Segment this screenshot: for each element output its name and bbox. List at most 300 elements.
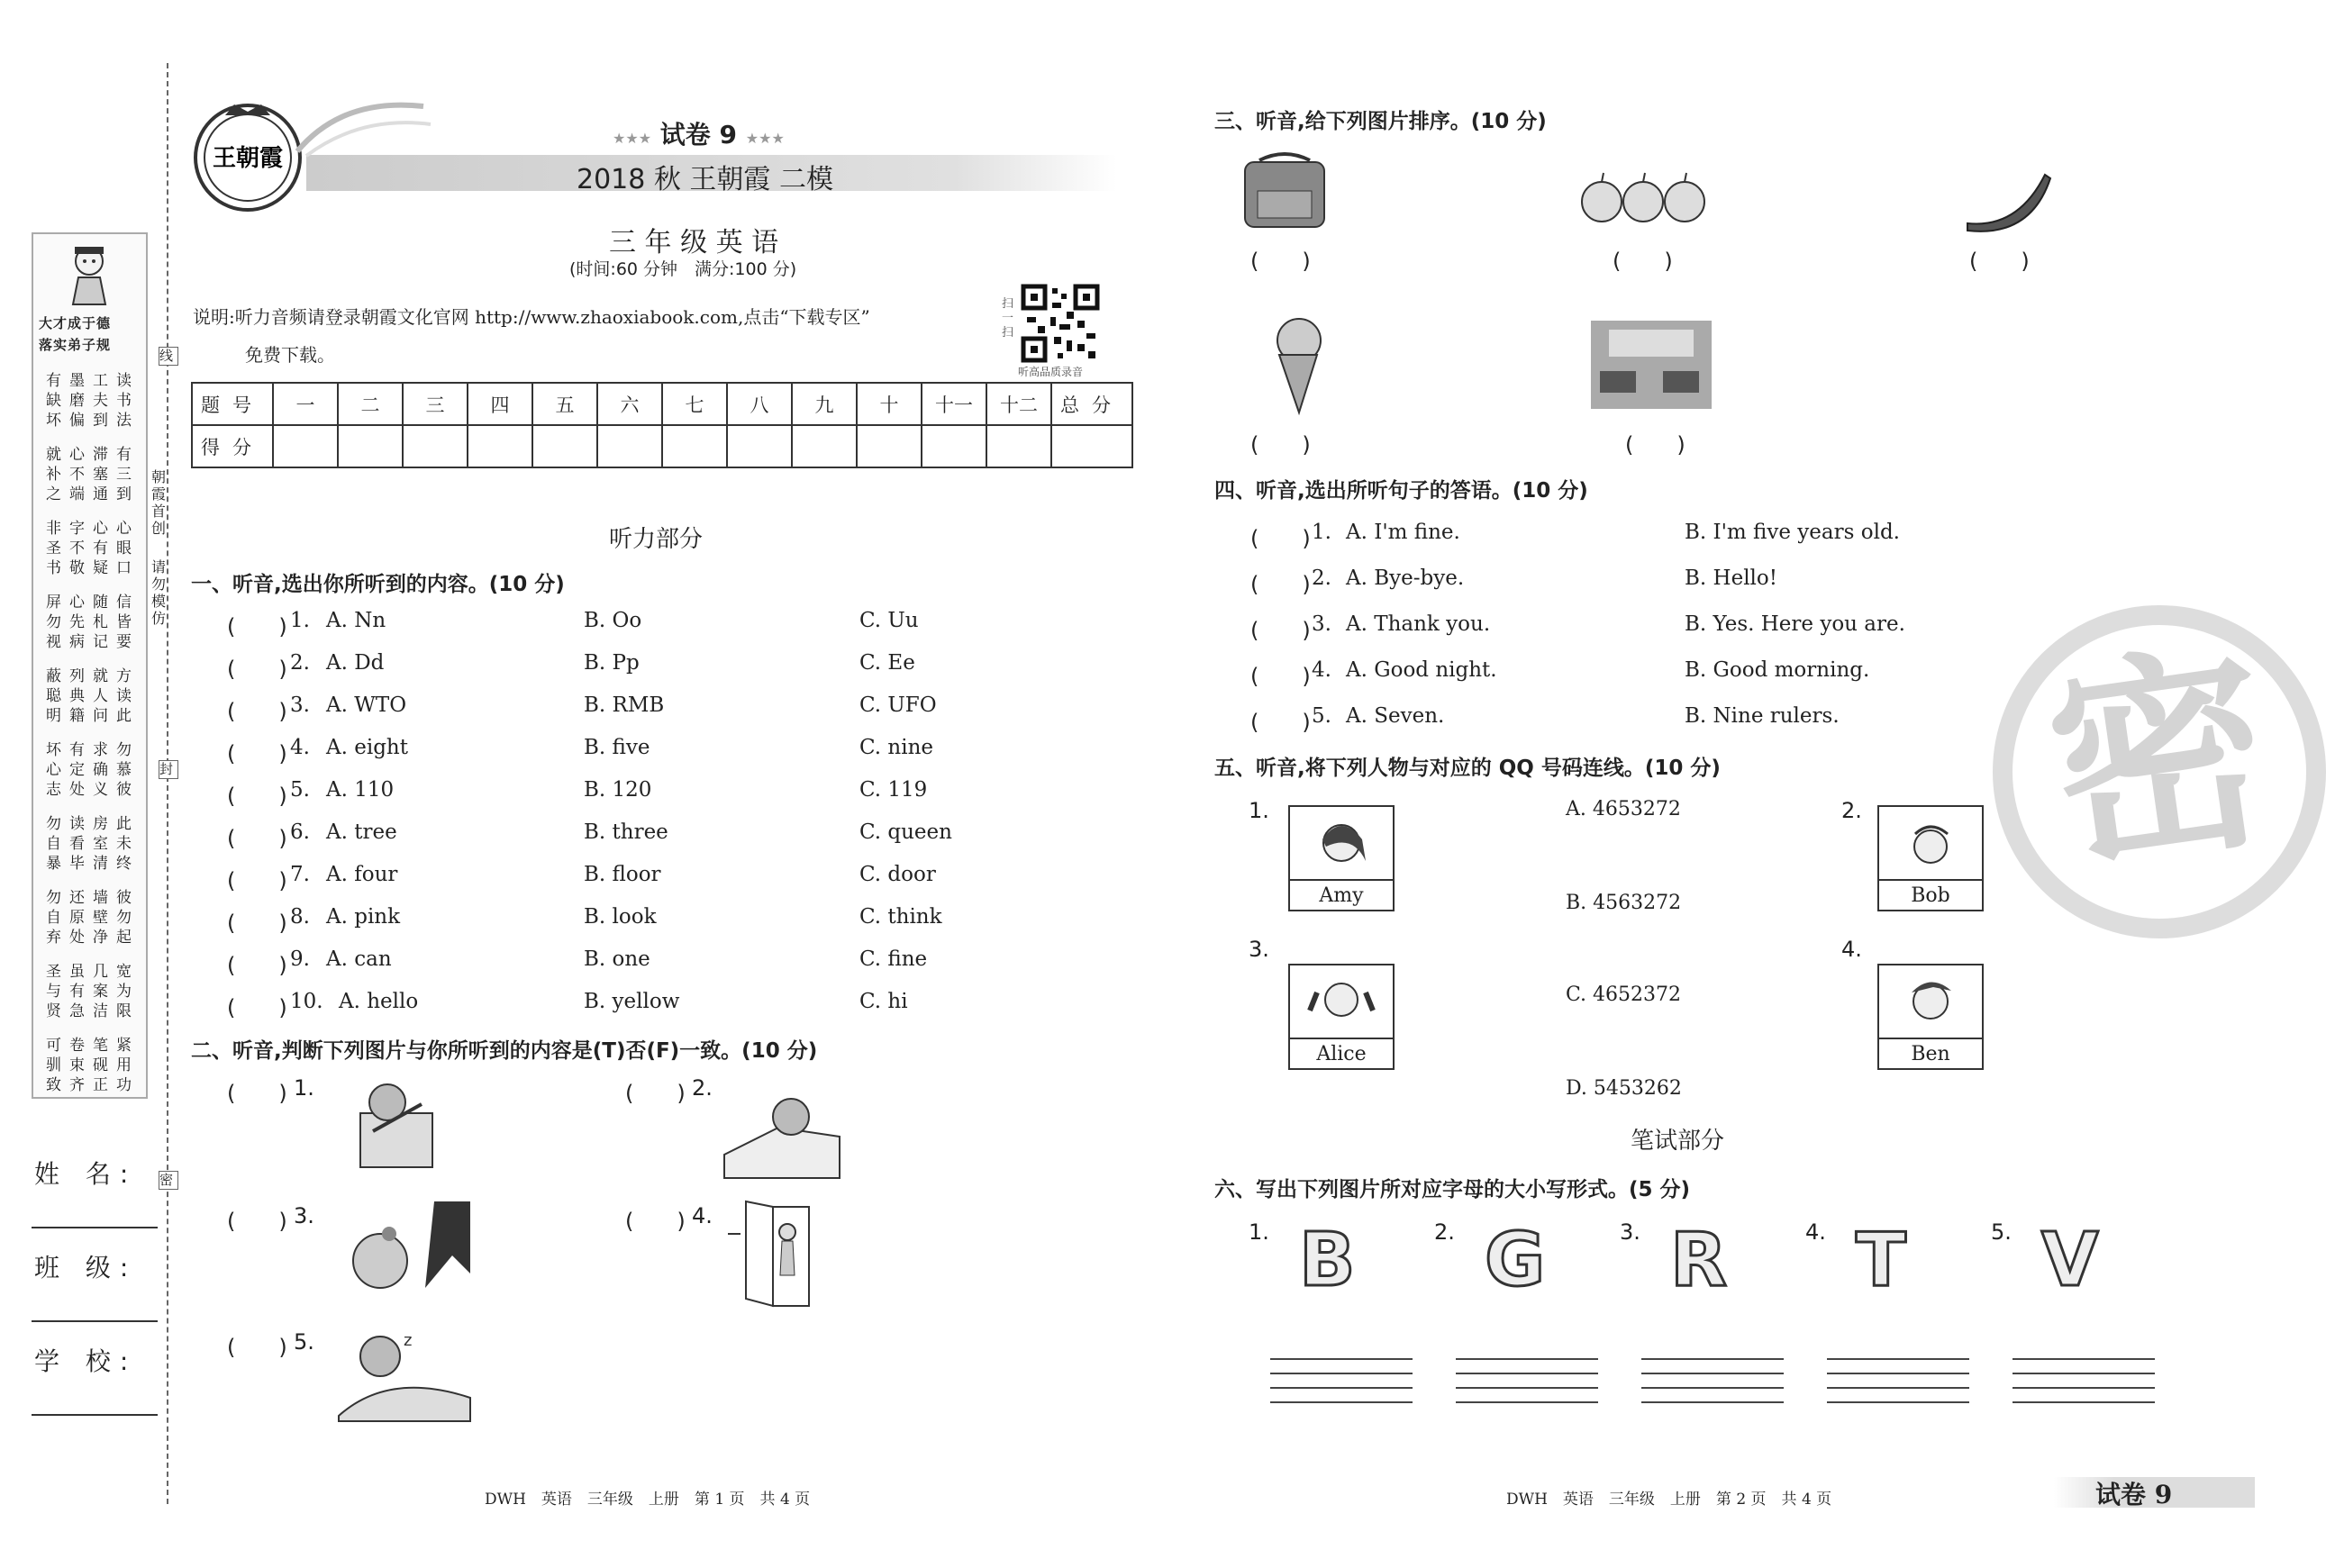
letter-picture-g: G (1485, 1218, 1546, 1303)
proverb-char: 勿 (46, 613, 61, 631)
letter-picture-t: T (1856, 1218, 1906, 1303)
proverb-char: 读 (116, 687, 132, 705)
tiger-writing-picture (342, 1077, 450, 1178)
writing-line (1827, 1346, 1969, 1360)
proverb-char: 圣 (46, 539, 61, 557)
confidential-watermark (1993, 605, 2326, 938)
proverb-char: 洁 (93, 1002, 108, 1020)
s3-paren-classroom[interactable]: ( ) (1625, 432, 1685, 458)
s3-paren-apples[interactable]: ( ) (1613, 249, 1673, 274)
s1-paren[interactable]: ( ) (227, 995, 287, 1020)
s4-option-b[interactable]: B. Nine rulers. (1685, 704, 1840, 728)
score-cell[interactable] (922, 425, 986, 467)
proverb-char: 弃 (46, 929, 61, 947)
banana-picture (1964, 166, 2054, 234)
writing-line (1456, 1374, 1598, 1389)
proverb-char: 此 (116, 707, 132, 725)
proverb-char: 书 (46, 559, 61, 577)
s4-num: 1. (1312, 521, 1331, 544)
s1-option-c[interactable]: C. think (859, 905, 942, 929)
writing-line (2013, 1360, 2155, 1374)
writing-line (1456, 1360, 1598, 1374)
qq-number-d[interactable]: D. 5453262 (1566, 1077, 1682, 1100)
proverb-char: 终 (116, 855, 132, 873)
s2-num-2: 2. (692, 1075, 713, 1101)
s1-option-a[interactable]: A. eight (326, 736, 408, 759)
s6-num: 1. (1249, 1219, 1269, 1245)
score-cell[interactable] (727, 425, 792, 467)
score-col: 六 (597, 383, 662, 425)
s1-option-a[interactable]: A. 110 (326, 778, 395, 802)
s4-option-b[interactable]: B. I'm five years old. (1685, 521, 1900, 544)
proverb-char: 方 (116, 667, 132, 685)
s1-option-a: 9. (290, 947, 310, 971)
score-cell[interactable] (468, 425, 532, 467)
proverb-char: 补 (46, 466, 61, 484)
proverb-char: 心 (46, 761, 61, 779)
proverb-char: 不 (69, 466, 85, 484)
s5-num-2: 2. (1841, 798, 1862, 823)
name-label: 姓 名: (34, 1159, 138, 1189)
writing-line (1270, 1346, 1413, 1360)
proverb-char: 还 (69, 889, 85, 907)
writing-line (2013, 1374, 2155, 1389)
proverb-char: 滞 (93, 446, 108, 464)
alice-name: Alice (1290, 1038, 1393, 1070)
proverb-char: 砚 (93, 1056, 108, 1074)
score-cell[interactable] (662, 425, 727, 467)
s4-option-a[interactable]: A. Bye-bye. (1346, 566, 1465, 590)
proverb-char: 义 (93, 781, 108, 799)
qq-number-c[interactable]: C. 4652372 (1566, 983, 1682, 1006)
score-table (191, 382, 1133, 468)
vertical-note-2: 请勿模仿 (151, 558, 167, 627)
s4-paren[interactable]: ( ) (1250, 710, 1311, 735)
handwriting-lines[interactable] (1270, 1346, 1413, 1403)
writing-line (1641, 1374, 1784, 1389)
exam-title: 2018 秋 王朝霞 二模 (577, 164, 833, 195)
qq-number-a[interactable]: A. 4653272 (1566, 798, 1681, 820)
proverb-char: 致 (46, 1076, 61, 1094)
s4-paren[interactable]: ( ) (1250, 618, 1311, 643)
handwriting-lines[interactable] (1641, 1346, 1784, 1403)
proverb-char: 看 (69, 835, 85, 853)
school-field[interactable] (32, 1414, 158, 1416)
ice-cream-picture (1268, 315, 1331, 414)
class-label: 班 级: (34, 1253, 138, 1282)
score-col: 五 (532, 383, 597, 425)
score-value-row (192, 425, 1132, 467)
s1-option-b[interactable]: B. RMB (584, 693, 665, 717)
section6-title: 六、写出下列图片所对应字母的大小写形式。(5 分) (1214, 1178, 1691, 1201)
s1-paren[interactable]: ( ) (227, 741, 287, 766)
handwriting-lines[interactable] (1456, 1346, 1598, 1403)
vertical-note-1: 朝霞首创 (151, 468, 167, 537)
writing-line (1827, 1374, 1969, 1389)
proverb-char: 自 (46, 835, 61, 853)
time-info: (时间:60 分钟 满分:100 分) (569, 259, 797, 279)
s1-option-b[interactable]: B. five (584, 736, 650, 759)
boy-door-picture (728, 1198, 832, 1311)
s4-option-b[interactable]: B. Good morning. (1685, 658, 1870, 682)
s1-option-c[interactable]: C. hi (859, 990, 908, 1013)
proverb-char: 慕 (116, 761, 132, 779)
proverb-char: 处 (69, 929, 85, 947)
handwriting-lines[interactable] (1827, 1346, 1969, 1403)
letter-picture-b: B (1299, 1218, 1356, 1303)
amy-card[interactable] (1288, 805, 1395, 911)
stars-right: ★★★ (745, 130, 785, 147)
proverb-char: 志 (46, 781, 61, 799)
writing-line (1270, 1360, 1413, 1374)
tiger-fruit-picture (335, 1201, 479, 1301)
proverb-char: 净 (93, 929, 108, 947)
s1-option-a: 5. (290, 778, 310, 802)
s4-num: 4. (1312, 658, 1331, 682)
proverb-char: 屏 (46, 594, 61, 612)
proverb-char: 正 (93, 1076, 108, 1094)
s1-option-b[interactable]: B. one (584, 947, 650, 971)
stars-left: ★★★ (613, 130, 652, 147)
s4-option-b[interactable]: B. Yes. Here you are. (1685, 612, 1905, 636)
schoolbag-picture (1236, 151, 1333, 231)
svg-text:z: z (404, 1331, 413, 1350)
proverb-char: 确 (93, 761, 108, 779)
s1-option-a: 7. (290, 863, 310, 886)
s1-option-c[interactable]: C. door (859, 863, 936, 886)
proverb-char: 墙 (93, 889, 108, 907)
s1-option-b[interactable]: B. yellow (584, 990, 680, 1013)
s1-option-b[interactable]: B. floor (584, 863, 661, 886)
proverb-char: 记 (93, 633, 108, 651)
proverb-char: 有 (69, 741, 85, 759)
proverb-char: 人 (93, 687, 108, 705)
proverb-char: 定 (69, 761, 85, 779)
alice-face-icon (1290, 965, 1393, 1034)
writing-line (1270, 1389, 1413, 1403)
bob-name: Bob (1879, 879, 1982, 911)
s1-option-a[interactable]: A. four (326, 863, 398, 886)
proverb-char: 功 (116, 1076, 132, 1094)
subject-title: 三 年 级 英 语 (609, 227, 779, 258)
cut-mark-feng: 封 (159, 760, 178, 779)
writing-line (1270, 1374, 1413, 1389)
proverb-char: 磨 (69, 392, 85, 410)
s2-num-5: 5. (294, 1329, 314, 1355)
s4-num: 3. (1312, 612, 1331, 636)
s1-option-a: 3. (290, 693, 310, 717)
name-field[interactable] (32, 1227, 158, 1228)
proverb-char: 贤 (46, 1002, 61, 1020)
watermark-text: 密 (2034, 620, 2285, 901)
proverb-char: 先 (69, 613, 85, 631)
alice-card[interactable] (1288, 964, 1395, 1070)
proverb-char: 问 (93, 707, 108, 725)
score-col: 七 (662, 383, 727, 425)
section1-title: 一、听音,选出你所听到的内容。(10 分) (191, 573, 565, 596)
s1-paren[interactable]: ( ) (227, 784, 287, 809)
score-cell[interactable] (532, 425, 597, 467)
proverb-char: 夫 (93, 392, 108, 410)
s1-paren[interactable]: ( ) (227, 699, 287, 724)
writing-title: 笔试部分 (1631, 1128, 1725, 1155)
score-col: 一 (273, 383, 338, 425)
proverb-char: 蔽 (46, 667, 61, 685)
s4-option-b[interactable]: B. Hello! (1685, 566, 1777, 590)
proverb-char: 驯 (46, 1056, 61, 1074)
motto-2: 落实弟子规 (39, 337, 112, 353)
s1-option-c[interactable]: C. Uu (859, 609, 919, 632)
proverb-char: 有 (46, 372, 61, 390)
score-cell[interactable] (986, 425, 1051, 467)
proverb-char: 读 (69, 815, 85, 833)
proverb-char: 眼 (116, 539, 132, 557)
proverb-char: 为 (116, 983, 132, 1001)
brand-logo-text: 王朝霞 (212, 145, 284, 172)
proverb-char: 可 (46, 1037, 61, 1055)
score-col: 十二 (986, 383, 1051, 425)
writing-line (2013, 1389, 2155, 1403)
tiger-sleeping-picture (335, 1326, 479, 1425)
proverb-char: 工 (93, 372, 108, 390)
proverb-char: 勿 (46, 889, 61, 907)
handwriting-lines[interactable] (2013, 1346, 2155, 1403)
proverb-char: 有 (93, 539, 108, 557)
proverb-char: 信 (116, 594, 132, 612)
score-col: 八 (727, 383, 792, 425)
proverb-sidebar (32, 232, 148, 1099)
proverb-char: 与 (46, 983, 61, 1001)
score-cell[interactable] (597, 425, 662, 467)
motto-1: 大才成于德 (39, 315, 112, 331)
amy-name: Amy (1290, 879, 1393, 911)
proverb-char: 此 (116, 815, 132, 833)
score-col: 十 (857, 383, 922, 425)
proverb-char: 暴 (46, 855, 61, 873)
s1-option-a[interactable]: A. hello (339, 990, 419, 1013)
proverb-char: 病 (69, 633, 85, 651)
section5-title: 五、听音,将下列人物与对应的 QQ 号码连线。(10 分) (1214, 757, 1721, 780)
bob-face-icon (1879, 807, 1982, 875)
proverb-char: 缺 (46, 392, 61, 410)
qq-number-b[interactable]: B. 4563272 (1566, 892, 1682, 914)
footer-right: DWH 英语 三年级 上册 第 2 页 共 4 页 (1506, 1491, 1832, 1509)
s4-paren[interactable]: ( ) (1250, 572, 1311, 597)
proverb-char: 要 (116, 633, 132, 651)
proverb-char: 心 (69, 594, 85, 612)
proverb-char: 齐 (69, 1076, 85, 1094)
proverb-char: 视 (46, 633, 61, 651)
proverb-char: 紧 (116, 1037, 132, 1055)
s1-option-a[interactable]: A. tree (326, 820, 397, 844)
proverb-char: 聪 (46, 687, 61, 705)
writing-line (2013, 1346, 2155, 1360)
proverb-char: 心 (93, 520, 108, 538)
proverb-char: 限 (116, 1002, 132, 1020)
proverb-char: 到 (93, 412, 108, 430)
writing-line (1456, 1389, 1598, 1403)
s1-option-b[interactable]: B. three (584, 820, 668, 844)
s1-paren[interactable]: ( ) (227, 614, 287, 639)
proverb-char: 三 (116, 466, 132, 484)
proverb-char: 急 (69, 1002, 85, 1020)
score-col: 十一 (922, 383, 986, 425)
section4-title: 四、听音,选出所听句子的答语。(10 分) (1214, 479, 1588, 503)
s2-paren-4[interactable]: ( ) (625, 1209, 686, 1234)
s3-paren-icecream[interactable]: ( ) (1250, 432, 1311, 458)
proverb-char: 房 (93, 815, 108, 833)
score-header-row (192, 383, 1132, 425)
s1-option-a[interactable]: A. pink (326, 905, 401, 929)
letter-picture-v: V (2041, 1218, 2099, 1303)
s1-option-b[interactable]: B. Pp (584, 651, 640, 675)
proverb-char: 求 (93, 741, 108, 759)
proverb-char: 宽 (116, 963, 132, 981)
s2-paren-5[interactable]: ( ) (227, 1335, 287, 1360)
ben-card[interactable] (1877, 964, 1984, 1070)
classroom-picture (1591, 321, 1712, 409)
score-col: 二 (338, 383, 403, 425)
s4-option-a[interactable]: A. I'm fine. (1346, 521, 1460, 544)
proverb-char: 壁 (93, 909, 108, 927)
ben-face-icon (1879, 965, 1982, 1034)
proverb-char: 明 (46, 707, 61, 725)
s1-option-a: 2. (290, 651, 310, 675)
proverb-verses (33, 367, 146, 1094)
s1-option-c[interactable]: C. fine (859, 947, 928, 971)
proverb-char: 圣 (46, 963, 61, 981)
s2-paren-1[interactable]: ( ) (227, 1081, 287, 1106)
s1-option-a[interactable]: A. WTO (326, 693, 407, 717)
s4-paren[interactable]: ( ) (1250, 664, 1311, 689)
writing-line (1641, 1389, 1784, 1403)
s1-option-a: 4. (290, 736, 310, 759)
proverb-char: 起 (116, 929, 132, 947)
apples-picture (1576, 171, 1712, 225)
student-cartoon (62, 241, 116, 306)
proverb-char: 彼 (116, 889, 132, 907)
listening-title: 听力部分 (609, 526, 704, 553)
proverb-char: 卷 (69, 1037, 85, 1055)
score-row1-label: 题号 (192, 383, 273, 425)
section3-title: 三、听音,给下列图片排序。(10 分) (1214, 110, 1547, 133)
proverb-char: 就 (46, 446, 61, 464)
s1-option-a: 8. (290, 905, 310, 929)
s1-paren[interactable]: ( ) (227, 657, 287, 682)
qr-side-text: 扫一扫 (1002, 297, 1014, 340)
writing-line (1456, 1346, 1598, 1360)
s1-option-a[interactable]: A. Dd (326, 651, 385, 675)
s1-option-c[interactable]: C. 119 (859, 778, 928, 802)
s1-option-a[interactable]: A. Nn (326, 609, 386, 632)
proverb-char: 自 (46, 909, 61, 927)
proverb-char: 典 (69, 687, 85, 705)
proverb-char: 彼 (116, 781, 132, 799)
qr-code[interactable] (1022, 285, 1099, 362)
writing-line (1827, 1389, 1969, 1403)
s1-option-c[interactable]: C. queen (859, 820, 952, 844)
s1-option-a[interactable]: A. can (326, 947, 392, 971)
proverb-char: 字 (69, 520, 85, 538)
score-cell[interactable] (403, 425, 468, 467)
score-col: 九 (792, 383, 857, 425)
s4-option-a[interactable]: A. Good night. (1346, 658, 1497, 682)
score-total-label: 总分 (1051, 383, 1132, 425)
s2-paren-2[interactable]: ( ) (625, 1081, 686, 1106)
s2-num-3: 3. (294, 1203, 314, 1228)
proverb-char: 案 (93, 983, 108, 1001)
s1-option-b[interactable]: B. 120 (584, 778, 652, 802)
s3-paren-banana[interactable]: ( ) (1969, 249, 2030, 274)
proverb-char: 塞 (93, 466, 108, 484)
footer-tag: 试卷 9 (2095, 1480, 2173, 1509)
proverb-char: 列 (69, 667, 85, 685)
writing-line (1641, 1346, 1784, 1360)
proverb-char: 毕 (69, 855, 85, 873)
s1-option-c[interactable]: C. Ee (859, 651, 915, 675)
s4-option-a[interactable]: A. Seven. (1346, 704, 1445, 728)
s1-option-b[interactable]: B. look (584, 905, 657, 929)
ribbon-decoration (297, 97, 432, 160)
proverb-char: 未 (116, 835, 132, 853)
s3-paren-bag[interactable]: ( ) (1250, 249, 1311, 274)
s4-num: 5. (1312, 704, 1331, 728)
proverb-char: 墨 (69, 372, 85, 390)
s4-option-a[interactable]: A. Thank you. (1346, 612, 1491, 636)
school-label: 学 校: (34, 1346, 138, 1376)
proverb-char: 非 (46, 520, 61, 538)
s1-paren[interactable]: ( ) (227, 911, 287, 936)
proverb-char: 口 (116, 559, 132, 577)
s1-option-c[interactable]: C. nine (859, 736, 933, 759)
bob-card[interactable] (1877, 805, 1984, 911)
ben-name: Ben (1879, 1038, 1982, 1070)
s1-option-b[interactable]: B. Oo (584, 609, 642, 632)
writing-line (1641, 1360, 1784, 1374)
amy-face-icon (1290, 807, 1393, 875)
proverb-char: 皆 (116, 613, 132, 631)
s2-num-1: 1. (294, 1075, 314, 1101)
s2-paren-3[interactable]: ( ) (227, 1209, 287, 1234)
proverb-char: 笔 (93, 1037, 108, 1055)
score-cell[interactable] (338, 425, 403, 467)
test-number-text: 试卷 9 (659, 120, 738, 150)
s1-paren[interactable]: ( ) (227, 868, 287, 893)
s1-paren[interactable]: ( ) (227, 953, 287, 978)
proverb-char: 室 (93, 835, 108, 853)
s1-option-a: 6. (290, 820, 310, 844)
proverb-char: 几 (93, 963, 108, 981)
s1-option-c[interactable]: C. UFO (859, 693, 937, 717)
score-cell[interactable] (273, 425, 338, 467)
score-total-cell[interactable] (1051, 425, 1132, 467)
brand-logo (189, 99, 306, 216)
proverb-char: 到 (116, 485, 132, 503)
score-cell[interactable] (792, 425, 857, 467)
proverb-char: 就 (93, 667, 108, 685)
s6-num: 4. (1805, 1219, 1826, 1245)
class-field[interactable] (32, 1320, 158, 1322)
qr-caption: 听高品质录音 (1018, 366, 1084, 378)
s1-paren[interactable]: ( ) (227, 826, 287, 851)
proverb-char: 偏 (69, 412, 85, 430)
s4-paren[interactable]: ( ) (1250, 526, 1311, 551)
score-row2-label: 得分 (192, 425, 273, 467)
score-cell[interactable] (857, 425, 922, 467)
proverb-char: 法 (116, 412, 132, 430)
section2-title: 二、听音,判断下列图片与你所听到的内容是(T)否(F)一致。(10 分) (191, 1039, 818, 1063)
s2-num-4: 4. (692, 1203, 713, 1228)
